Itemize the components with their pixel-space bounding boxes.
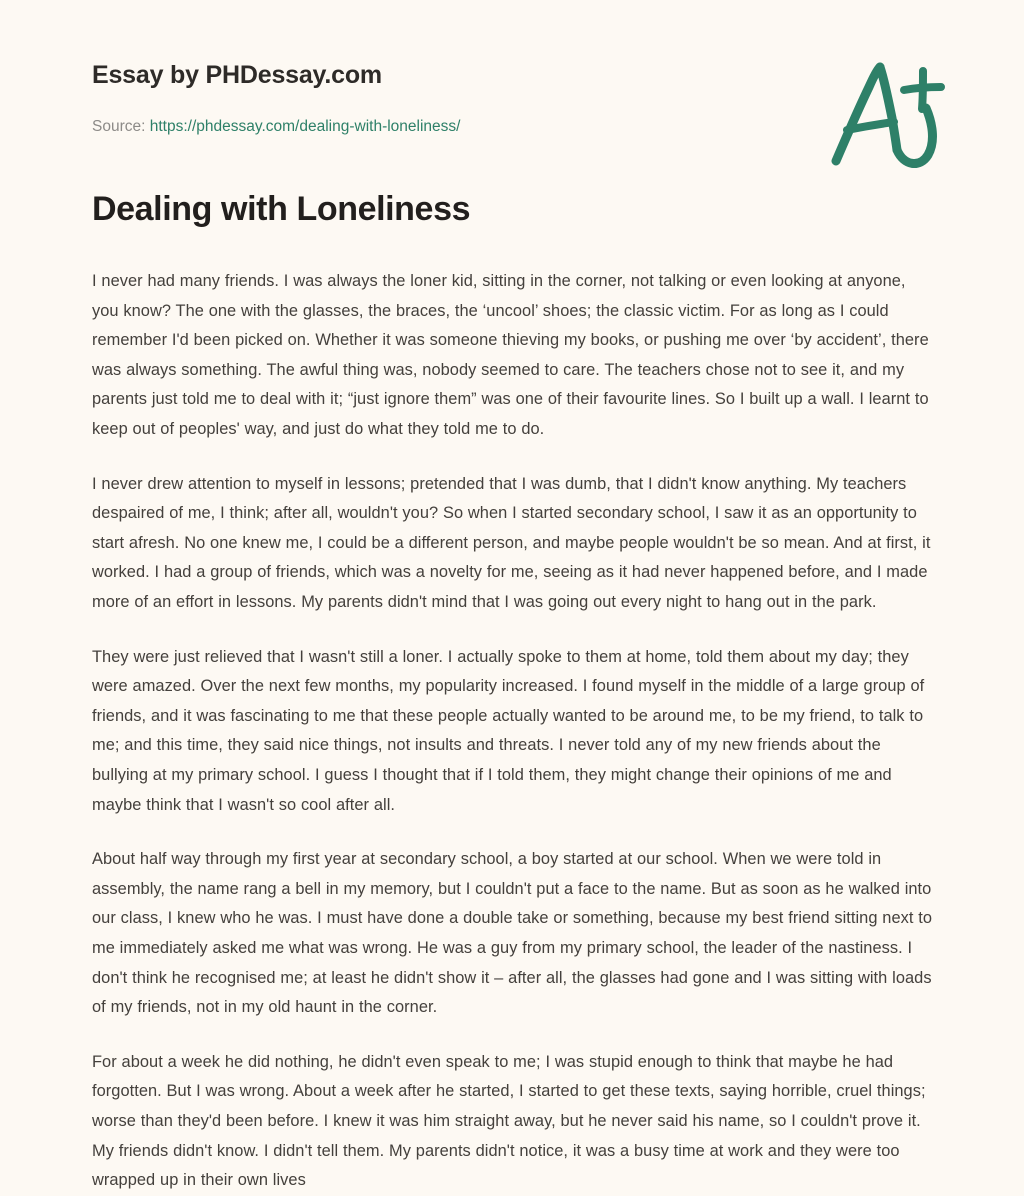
- article-paragraph: They were just relieved that I wasn't still a loner. I actually spoke to them at home, told them about my day; they were amazed. Over the next few months, my popularity increased. I found myself in the middle of a large group of friends, and it was fascinating to me that these people actually wanted to be around me, to be my friend, to talk to me; and this time, they said nice things, not insults and threats. I never told any of my new friends about the bullying at my primary school. I guess I thought that if I told them, they might change their opinions of me and maybe think that I wasn't so cool after all.: [92, 647, 925, 814]
- page-title: Dealing with Loneliness: [92, 190, 471, 228]
- article-paragraph: About half way through my first year at secondary school, a boy started at our school. When we were told in assembly, the name rang a bell in my memory, but I couldn't put a face to the name. But as soon as he walked into our class, I knew who he was. I must have done a double take or something, because my best friend sitting next to me immediately asked me what was wrong. He was a guy from my primary school, the leader of the nastiness. I don't think he recognised me; at least he didn't show it – after all, the glasses had gone and I was sitting with loads of my friends, not in my old haunt in the corner.: [92, 850, 933, 1017]
- article-paragraph: I never drew attention to myself in lessons; pretended that I was dumb, that I didn't know anything. My teachers despaired of me, I think; after all, wouldn't you? So when I started secondary school, I saw it as an opportunity to start afresh. No one knew me, I could be a different person, and maybe people wouldn't be so mean. And at first, it worked. I had a group of friends, which was a novelty for me, seeing as it had never happened before, and I made more of an effort in lessons. My parents didn't mind that I was going out every night to hang out in the park.: [92, 474, 931, 612]
- source-label: Source:: [92, 117, 146, 135]
- article-paragraph: I never had many friends. I was always the loner kid, sitting in the corner, not talking or even looking at anyone, you know? The one with the glasses, the braces, the ‘uncool’ shoes; the classic victim. For as long as I could remember I'd been picked on. Whether it was someone thieving my books, or pushing me over ‘by accident’, there was always something. The awful thing was, nobody seemed to care. The teachers chose not to see it, and my parents just told me to deal with it; “just ignore them” was one of their favourite lines. So I built up a wall. I learnt to keep out of peoples' way, and just do what they told me to do.: [92, 272, 929, 439]
- page-header: [0, 0, 1024, 190]
- article-body: [0, 267, 1024, 1196]
- brand-title: Essay by PHDessay.com: [92, 61, 382, 89]
- article-paragraph: For about a week he did nothing, he didn't even speak to me; I was stupid enough to think that maybe he had forgotten. But I was wrong. About a week after he started, I started to get these texts, saying horrible, cruel things; worse than they'd been before. I knew it was him straight away, but he never said his name, so I couldn't prove it. My friends didn't know. I didn't tell them. My parents didn't notice, it was a busy time at work and they were too wrapped up in their own lives: [92, 1052, 926, 1190]
- source-url-link[interactable]: https://phdessay.com/dealing-with-loneliness/: [149, 117, 461, 135]
- source-line: [92, 118, 936, 137]
